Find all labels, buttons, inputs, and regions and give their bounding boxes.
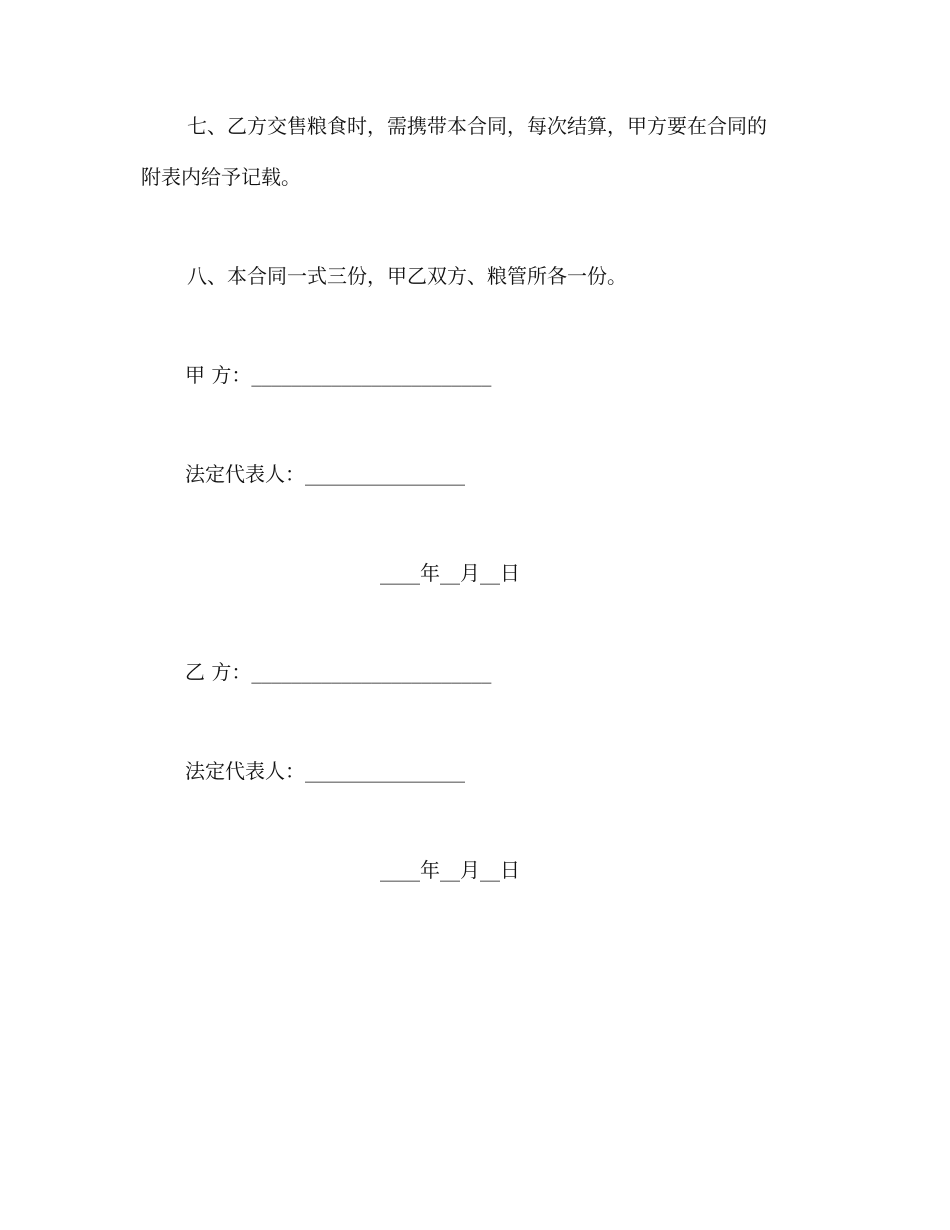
party-b-date-line: ____年__月__日 bbox=[380, 858, 520, 882]
party-b-name-line: 乙 方：________________________ bbox=[185, 660, 492, 684]
party-a-date-line: ____年__月__日 bbox=[380, 561, 520, 585]
clause-eight: 八、本合同一式三份，甲乙双方、粮管所各一份。 bbox=[187, 264, 627, 288]
party-a-name-line: 甲 方：________________________ bbox=[185, 363, 492, 387]
party-b-representative-line: 法定代表人：________________ bbox=[185, 759, 465, 783]
clause-seven-line2: 附表内给予记载。 bbox=[141, 165, 301, 189]
clause-seven-line1: 七、乙方交售粮食时，需携带本合同，每次结算，甲方要在合同的 bbox=[187, 114, 767, 138]
party-a-representative-line: 法定代表人：________________ bbox=[185, 462, 465, 486]
